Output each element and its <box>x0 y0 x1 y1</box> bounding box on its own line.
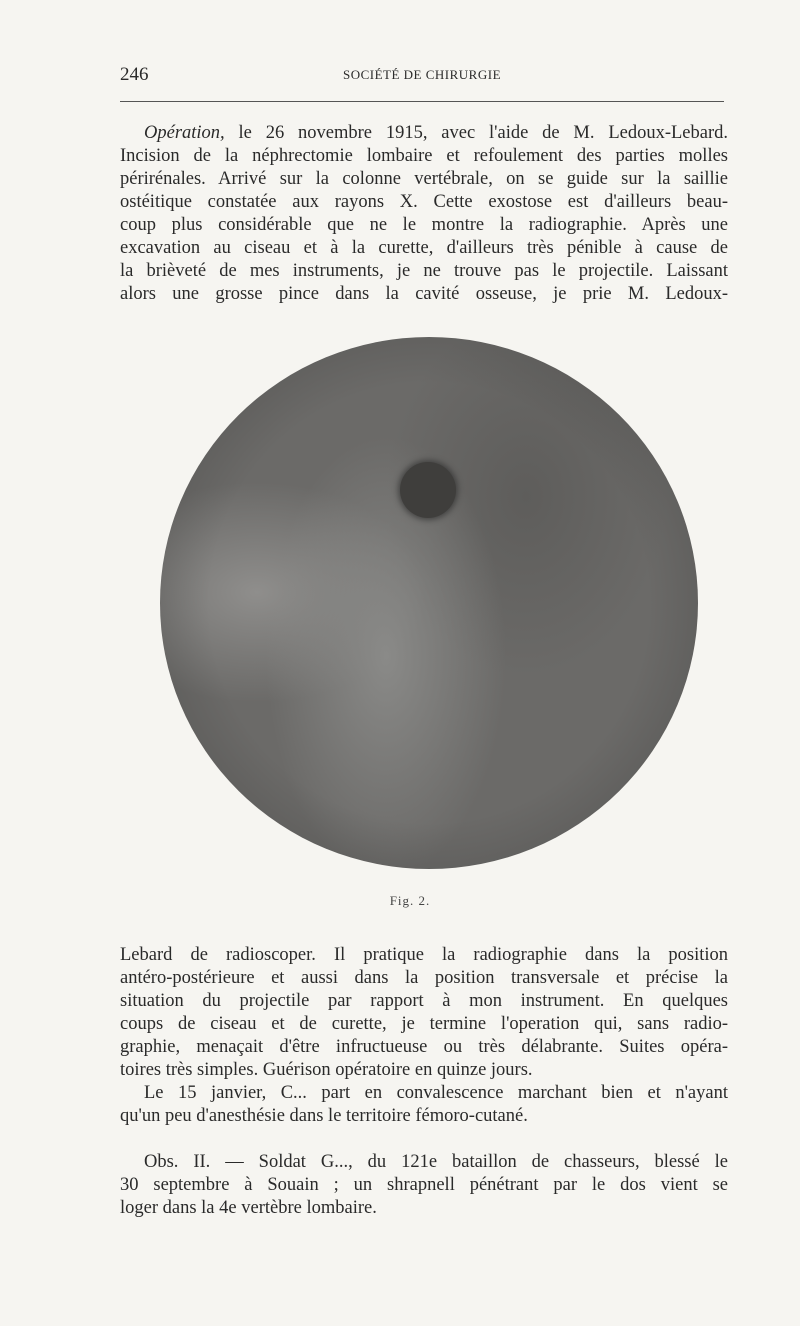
header-rule <box>120 101 724 102</box>
page-number: 246 <box>120 64 149 85</box>
text-line: coup plus considérable que ne le montre la radiographie. Après une <box>120 215 728 235</box>
text-line: qu'un peu d'anesthésie dans le territoire fémoro-cutané. <box>120 1106 528 1126</box>
text-line: Le 15 janvier, C... part en convalescence marchant bien et n'ayant <box>144 1083 728 1103</box>
radiograph-figure <box>160 337 698 869</box>
text-line: coups de ciseau et de curette, je termine l'operation qui, sans radio- <box>120 1014 728 1034</box>
text-line: toires très simples. Guérison opératoire en quinze jours. <box>120 1060 533 1080</box>
text-line: excavation au ciseau et à la curette, d'ailleurs très pénible à cause de <box>120 238 728 258</box>
text-line: Lebard de radioscoper. Il pratique la radiographie dans la position <box>120 945 728 965</box>
text-line: ostéitique constatée aux rayons X. Cette exostose est d'ailleurs beau- <box>120 192 728 212</box>
text-line: Opération, le 26 novembre 1915, avec l'aide de M. Ledoux-Lebard. <box>144 123 729 143</box>
italic-lead: Opération, <box>144 123 225 143</box>
page-header <box>120 64 724 88</box>
running-head: SOCIÉTÉ DE CHIRURGIE <box>342 67 502 82</box>
text-line: 30 septembre à Souain ; un shrapnell pénétrant par le dos vient se <box>120 1175 728 1195</box>
text-line: loger dans la 4e vertèbre lombaire. <box>120 1198 377 1218</box>
text-line: périrénales. Arrivé sur la colonne vertébrale, on se guide sur la saillie <box>120 169 728 189</box>
text-line: alors une grosse pince dans la cavité osseuse, je prie M. Ledoux- <box>120 284 728 304</box>
text-line: Incision de la néphrectomie lombaire et refoulement des parties molles <box>120 146 728 166</box>
text-line: graphie, menaçait d'être infructueuse ou très délabrante. Suites opéra- <box>120 1037 728 1057</box>
text-line: antéro-postérieure et aussi dans la position transversale et précise la <box>120 968 728 988</box>
text-line: situation du projectile par rapport à mon instrument. En quelques <box>120 991 728 1011</box>
text-line: Obs. II. — Soldat G..., du 121e bataillon de chasseurs, blessé le <box>144 1152 728 1172</box>
projectile-shadow <box>400 462 456 518</box>
text-line: la brièveté de mes instruments, je ne trouve pas le projectile. Laissant <box>120 261 728 281</box>
figure-caption: Fig. 2. <box>389 893 431 908</box>
